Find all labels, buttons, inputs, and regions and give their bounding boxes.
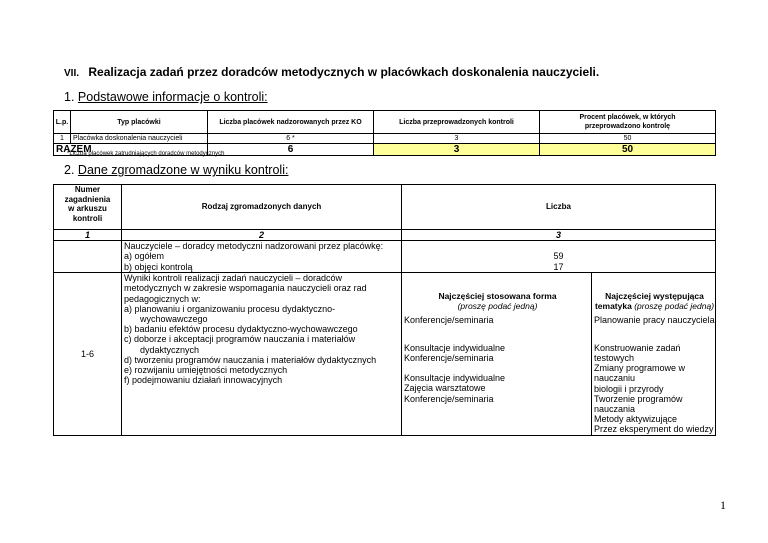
subheading-1-number: 1.: [64, 90, 75, 104]
teachers-line-1: Nauczyciele – doradcy metodyczni nadzorowani przez placówkę:: [124, 241, 384, 252]
percent-header: [540, 111, 716, 134]
results-line-2: metodycznych w zakresie wspomagania nauczycieli oraz rad: [124, 283, 367, 294]
teachers-row: [54, 241, 716, 273]
section-number: VII.: [64, 68, 80, 79]
teachers-line-2: a) ogółem: [124, 251, 165, 262]
colnum-2: 2: [122, 230, 402, 241]
total-controls: 3: [374, 144, 540, 156]
issue-number-header: [54, 185, 122, 230]
row-lp: 1: [54, 134, 71, 144]
results-line-b: b) badaniu efektów procesu dydaktyczno-wychowawczego: [124, 324, 358, 335]
form-f: Konferencje/seminaria: [404, 393, 494, 404]
topic-d: Tworzenie programów nauczania: [594, 393, 683, 415]
control-data-table: [53, 184, 716, 436]
type-header: Typ placówki: [71, 111, 208, 134]
forms-header-title: Najczęściej stosowana forma: [438, 291, 557, 302]
results-line-d: d) tworzeniu programów nauczania i materiałów dydaktycznych: [124, 354, 377, 365]
form-d: Konsultacje indywidualne: [404, 373, 506, 384]
form-e: Zajęcia warsztatowe: [404, 383, 486, 394]
topics-column: [592, 273, 716, 435]
basic-info-table: [53, 110, 716, 156]
form-c: Konferencje/seminaria: [404, 353, 494, 364]
colnum-3: 3: [402, 230, 716, 241]
subheading-1: [64, 90, 268, 104]
results-line-c-cont: dydaktycznych: [140, 344, 200, 355]
results-line-f: f) podejmowaniu działań innowacyjnych: [124, 375, 283, 386]
subheading-1-title: Podstawowe informacje o kontroli:: [77, 90, 268, 104]
issue-range: 1-6: [54, 273, 122, 435]
topic-e: Metody aktywizujące: [594, 414, 678, 425]
teachers-line-3: b) objęci kontrolą: [124, 261, 193, 272]
results-line-a: a) planowaniu i organizowaniu procesu dydaktyczno-: [124, 303, 336, 314]
results-description: [122, 273, 402, 435]
count-header: Liczba placówek nadzorowanych przez KO: [208, 111, 374, 134]
topic-f: Przez eksperyment do wiedzy: [594, 424, 714, 435]
table1-header-row: [54, 111, 716, 134]
percent-header-line1: Procent placówek, w których: [579, 114, 676, 121]
controls-header: Liczba przeprowadzonych kontroli: [374, 111, 540, 134]
subheading-2-number: 2.: [64, 163, 75, 177]
colnum-1: 1: [54, 230, 122, 241]
section-heading: [64, 65, 599, 79]
form-b: Konsultacje indywidualne: [404, 342, 506, 353]
results-line-a-cont: wychowawczego: [140, 314, 208, 325]
subheading-2: [64, 163, 288, 177]
data-type-header: Rodzaj zgromadzonych danych: [122, 185, 402, 230]
teachers-counts: [402, 241, 716, 273]
results-line-3: pedagogicznych w:: [124, 293, 201, 304]
teachers-row-number: [54, 241, 122, 273]
issue-number-header-l2: zagadnienia: [64, 194, 111, 204]
row-count: 6 *: [208, 134, 374, 144]
section-title: Realizacja zadań przez doradców metodycznych w placówkach doskonalenia nauczycieli.: [88, 65, 600, 79]
issue-number-header-l1: Numer: [74, 185, 101, 194]
teachers-total-value: 59: [553, 251, 564, 262]
percent-header-line2: przeprowadzono kontrolę: [584, 123, 671, 130]
total-label: RAZEM: [54, 144, 208, 156]
teachers-description: [122, 241, 402, 273]
row-type: Placówka doskonalenia nauczycieli: [71, 134, 208, 144]
topics-header-rest: (proszę podać jedną): [634, 301, 715, 312]
forms-header-subtitle: (proszę podać jedną): [457, 301, 538, 312]
subheading-2-title: Dane zgromadzone w wyniku kontroli:: [77, 163, 289, 177]
total-percent: 50: [540, 144, 716, 156]
results-line-e: e) rozwijaniu umiejętności metodycznych: [124, 365, 288, 376]
form-a: Konferencje/seminaria: [404, 314, 494, 325]
row-controls: 3: [374, 134, 540, 144]
row-percent: 50: [540, 134, 716, 144]
count-header: Liczba: [402, 185, 716, 230]
page-number: 1: [720, 498, 726, 512]
topics-header-bold: tematyka: [594, 301, 632, 312]
topic-c: Zmiany programowe w nauczaniu: [594, 363, 686, 384]
table1-data-row: [54, 134, 716, 144]
total-count: 6: [208, 144, 374, 156]
topic-c-cont: biologii i przyrody: [594, 383, 664, 394]
table2-header-row: [54, 185, 716, 230]
results-line-c: c) doborze i akceptacji programów nauczania i materiałów: [124, 334, 356, 345]
topic-b: Konstruowanie zadań testowych: [594, 342, 681, 364]
issue-number-header-l3: w arkuszu: [68, 204, 107, 213]
results-line-1: Wyniki kontroli realizacji zadań nauczycieli – doradców: [124, 273, 343, 284]
table2-colnum-row: [54, 230, 716, 241]
forms-column: [402, 273, 592, 435]
topics-header-line2: [594, 301, 715, 311]
topics-header-line1: Najczęściej występująca: [605, 291, 704, 302]
results-row: [54, 273, 716, 435]
teachers-controlled-value: 17: [553, 261, 564, 272]
topic-a: Planowanie pracy nauczyciela: [594, 314, 715, 325]
lp-header: L.p.: [54, 111, 71, 134]
issue-number-header-l4: kontroli: [72, 213, 103, 223]
footnote: *Liczba placówek zatrudniających doradców metodycznych: [67, 151, 225, 157]
